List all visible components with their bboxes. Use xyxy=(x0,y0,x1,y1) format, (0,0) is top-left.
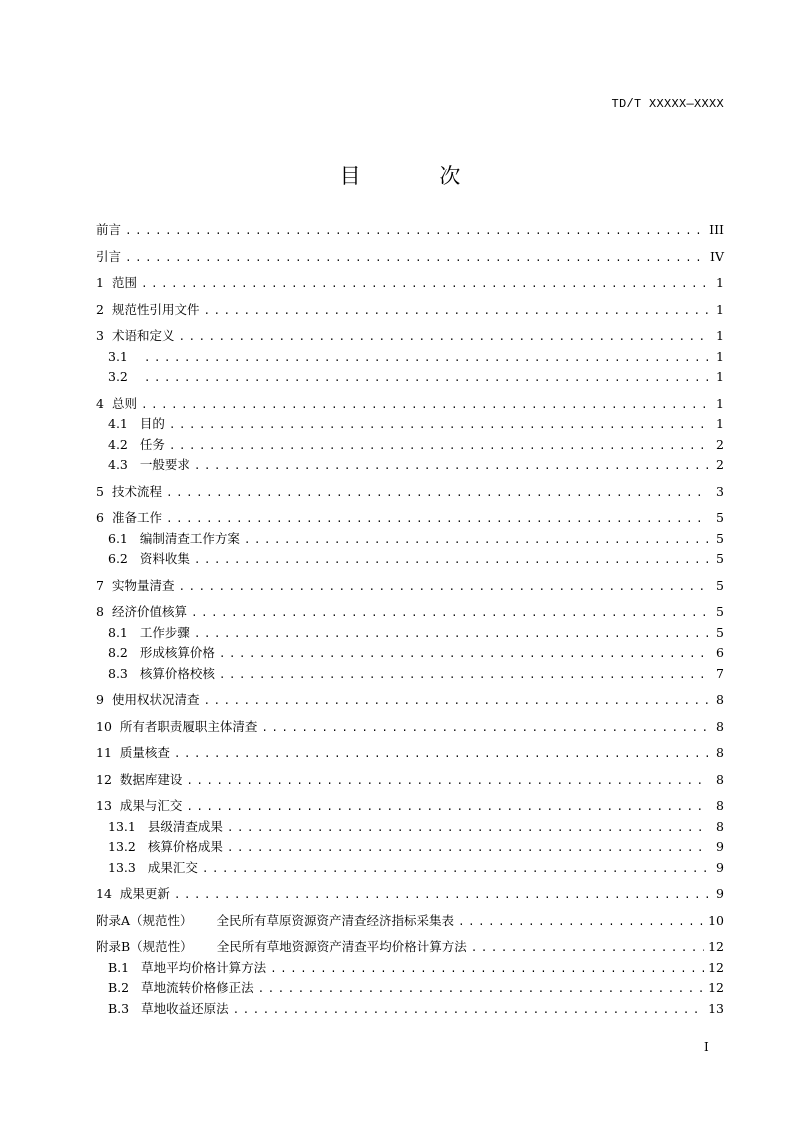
toc-entry[interactable] xyxy=(96,549,724,570)
toc-entry[interactable] xyxy=(96,937,724,958)
toc-leader-dots xyxy=(233,1001,704,1022)
toc-entry[interactable] xyxy=(96,576,724,597)
toc-entry-number: 6.2 xyxy=(108,551,128,566)
toc-entry[interactable] xyxy=(96,482,724,503)
toc-leader-dots xyxy=(166,484,708,505)
toc-entry-page: 1 xyxy=(716,275,724,290)
toc-entry[interactable] xyxy=(96,347,724,368)
toc-leader-dots xyxy=(144,369,708,390)
toc-entry-number: 7 xyxy=(96,577,104,593)
toc-leader-dots xyxy=(178,328,708,349)
toc-entry-label: 所有者职责履职主体清查 xyxy=(119,718,258,734)
toc-entry-label: 草地收益还原法 xyxy=(141,1000,229,1016)
toc-entry[interactable] xyxy=(96,455,724,476)
toc-entry-page: 8 xyxy=(716,818,724,834)
toc-leader-dots xyxy=(186,772,708,793)
toc-entry-label: 草地流转价格修正法 xyxy=(141,980,254,995)
toc-entry-number: 13.1 xyxy=(108,818,136,834)
toc-entry-number: 12 xyxy=(96,771,112,787)
toc-entry-label: 实物量清查 xyxy=(111,577,175,593)
toc-entry[interactable] xyxy=(96,858,724,879)
toc-entry[interactable] xyxy=(96,643,724,664)
toc-entry[interactable] xyxy=(96,623,724,644)
page-title: 目 次 xyxy=(339,164,497,188)
toc-entry-label: 核算价格校核 xyxy=(139,665,215,681)
toc-leader-dots xyxy=(169,416,708,437)
toc-entry-number: 13.3 xyxy=(108,859,136,875)
toc-entry-number: 8.3 xyxy=(108,665,128,681)
toc-entry-page: 6 xyxy=(716,645,724,660)
document-code: TD/T XXXXX—XXXX xyxy=(611,97,724,111)
toc-entry[interactable] xyxy=(96,837,724,858)
toc-leader-dots xyxy=(203,302,708,323)
toc-entry-label: 质量核查 xyxy=(119,745,170,760)
toc-entry-number: 6.1 xyxy=(108,530,128,546)
toc-leader-dots xyxy=(219,645,708,666)
toc-entry[interactable] xyxy=(96,529,724,550)
toc-entry-page: 5 xyxy=(716,624,724,640)
toc-leader-dots xyxy=(125,249,706,270)
toc-entry-number: B.3 xyxy=(108,1000,130,1016)
toc-leader-dots xyxy=(203,692,708,713)
toc-entry[interactable] xyxy=(96,884,724,905)
toc-entry-page: 1 xyxy=(716,395,724,411)
toc-leader-dots xyxy=(202,860,708,881)
toc-entry[interactable] xyxy=(96,602,724,623)
toc-entry-page: 8 xyxy=(716,798,724,813)
toc-leader-dots xyxy=(471,939,704,960)
toc-entry-label: 编制清查工作方案 xyxy=(139,530,240,546)
toc-entry-number: B.2 xyxy=(108,980,130,995)
toc-entry[interactable] xyxy=(96,958,724,979)
toc-entry[interactable] xyxy=(96,770,724,791)
toc-entry-label: 工作步骤 xyxy=(139,624,190,640)
toc-entry-page: 1 xyxy=(716,348,724,364)
toc-entry-label: 全民所有草原资源资产清查经济指标采集表 xyxy=(216,912,455,928)
toc-leader-dots xyxy=(174,745,708,766)
toc-entry-number: 8.2 xyxy=(108,645,128,660)
toc-leader-dots xyxy=(166,510,708,531)
toc-entry-page: 9 xyxy=(716,839,724,854)
toc-entry-page: 5 xyxy=(716,577,724,593)
toc-entry-page: 2 xyxy=(716,436,724,452)
toc-entry[interactable] xyxy=(96,664,724,685)
toc-entry[interactable] xyxy=(96,367,724,388)
page-number: I xyxy=(704,1040,709,1054)
toc-entry-label: 全民所有草地资源资产清查平均价格计算方法 xyxy=(216,939,467,954)
toc-entry-label: 成果更新 xyxy=(119,886,170,901)
toc-leader-dots xyxy=(141,396,708,417)
toc-entry-label: 一般要求 xyxy=(139,457,190,472)
toc-entry[interactable] xyxy=(96,690,724,711)
toc-leader-dots xyxy=(191,604,708,625)
toc-entry[interactable] xyxy=(96,978,724,999)
toc-entry-label: 引言 xyxy=(96,248,122,264)
toc-entry-page: 5 xyxy=(716,510,724,525)
toc-leader-dots xyxy=(458,913,704,934)
toc-entry-page: 8 xyxy=(716,771,724,787)
toc-entry-number: 3 xyxy=(96,328,104,343)
toc-entry-number: 5 xyxy=(96,483,104,499)
toc-entry-number: 8.1 xyxy=(108,624,128,640)
toc-entry-number: 附录B（规范性） xyxy=(96,939,193,954)
toc-entry[interactable] xyxy=(96,247,724,268)
toc-entry-label: 成果与汇交 xyxy=(119,798,183,813)
toc-entry-page: 5 xyxy=(716,530,724,546)
toc-entry-label: 草地平均价格计算方法 xyxy=(141,959,267,975)
toc-entry-page: 8 xyxy=(716,745,724,760)
toc-entry-number: 4.2 xyxy=(108,436,128,452)
toc-entry[interactable] xyxy=(96,414,724,435)
toc-entry[interactable] xyxy=(96,220,724,241)
toc-entry-label: 核算价格成果 xyxy=(147,839,223,854)
toc-entry[interactable] xyxy=(96,817,724,838)
toc-entry-label: 目的 xyxy=(139,416,165,431)
toc-entry[interactable] xyxy=(96,300,724,321)
toc-entry-page: 9 xyxy=(716,859,724,875)
toc-leader-dots xyxy=(244,531,708,552)
toc-leader-dots xyxy=(194,625,708,646)
toc-leader-dots xyxy=(227,839,708,860)
toc-entry-label: 数据库建设 xyxy=(119,771,183,787)
toc-entry-page: 5 xyxy=(716,551,724,566)
toc-entry-label: 术语和定义 xyxy=(111,328,175,343)
toc-entry-label: 技术流程 xyxy=(111,483,162,499)
toc-entry-page: 2 xyxy=(716,457,724,472)
toc-leader-dots xyxy=(227,819,708,840)
toc-entry-number: B.1 xyxy=(108,959,130,975)
toc-entry-page: 12 xyxy=(708,980,724,995)
toc-entry[interactable] xyxy=(96,435,724,456)
toc-entry-number: 3.2 xyxy=(108,369,128,384)
toc-entry-label: 范围 xyxy=(111,275,137,290)
toc-entry-number: 2 xyxy=(96,301,104,317)
toc-entry[interactable] xyxy=(96,911,724,932)
toc-leader-dots xyxy=(178,578,708,599)
toc-entry[interactable] xyxy=(96,743,724,764)
toc-entry-number: 4 xyxy=(96,395,104,411)
toc-entry-label: 成果汇交 xyxy=(147,859,198,875)
toc-leader-dots xyxy=(261,719,708,740)
toc-entry[interactable] xyxy=(96,717,724,738)
toc-entry-label: 使用权状况清查 xyxy=(111,692,200,707)
toc-entry-page: 12 xyxy=(708,939,724,954)
toc-entry-number: 13.2 xyxy=(108,839,136,854)
toc-entry-number: 11 xyxy=(96,745,112,760)
toc-entry-label: 县级清查成果 xyxy=(147,818,223,834)
toc-leader-dots xyxy=(186,798,708,819)
toc-leader-dots xyxy=(258,980,704,1001)
toc-entry-label: 资料收集 xyxy=(139,551,190,566)
toc-entry[interactable] xyxy=(96,394,724,415)
toc-entry-page: 12 xyxy=(708,959,724,975)
toc-entry-number: 1 xyxy=(96,275,104,290)
toc-entry-label: 准备工作 xyxy=(111,510,162,525)
toc-leader-dots xyxy=(219,666,708,687)
toc-entry-page: 1 xyxy=(716,416,724,431)
toc-entry-number: 4.3 xyxy=(108,457,128,472)
table-of-contents xyxy=(96,220,724,1019)
toc-entry-page: 3 xyxy=(716,483,724,499)
toc-entry[interactable] xyxy=(96,796,724,817)
toc-entry-label: 总则 xyxy=(111,395,137,411)
toc-entry-page: 5 xyxy=(716,604,724,619)
toc-entry-page: 10 xyxy=(708,912,724,928)
toc-entry-page: IV xyxy=(710,248,724,264)
toc-entry-number: 9 xyxy=(96,692,104,707)
toc-leader-dots xyxy=(125,222,705,243)
toc-entry-page: 8 xyxy=(716,718,724,734)
toc-entry-page: 1 xyxy=(716,369,724,384)
toc-entry[interactable] xyxy=(96,999,724,1020)
toc-entry-page: 7 xyxy=(716,665,724,681)
toc-entry-number: 3.1 xyxy=(108,348,128,364)
toc-entry-page: 9 xyxy=(716,886,724,901)
toc-entry-page: 13 xyxy=(708,1000,724,1016)
toc-leader-dots xyxy=(144,349,708,370)
toc-entry-number: 4.1 xyxy=(108,416,128,431)
toc-entry-number: 10 xyxy=(96,718,112,734)
toc-entry-label: 前言 xyxy=(96,222,122,237)
toc-entry-number: 附录A（规范性） xyxy=(96,912,193,928)
toc-entry-label: 规范性引用文件 xyxy=(111,301,200,317)
toc-entry[interactable] xyxy=(96,508,724,529)
toc-entry-label: 形成核算价格 xyxy=(139,645,215,660)
toc-entry-page: 1 xyxy=(716,301,724,317)
toc-leader-dots xyxy=(141,275,708,296)
toc-leader-dots xyxy=(194,551,708,572)
toc-leader-dots xyxy=(174,886,708,907)
toc-leader-dots xyxy=(169,437,708,458)
toc-leader-dots xyxy=(194,457,708,478)
toc-entry-page: III xyxy=(709,222,724,237)
toc-entry-page: 8 xyxy=(716,692,724,707)
toc-leader-dots xyxy=(270,960,704,981)
toc-entry-number: 13 xyxy=(96,798,112,813)
toc-entry-page: 1 xyxy=(716,328,724,343)
toc-entry-number: 6 xyxy=(96,510,104,525)
toc-entry-label: 经济价值核算 xyxy=(111,604,187,619)
toc-entry-number: 8 xyxy=(96,604,104,619)
toc-entry-number: 14 xyxy=(96,886,112,901)
toc-entry-label: 任务 xyxy=(139,436,165,452)
toc-entry[interactable] xyxy=(96,273,724,294)
toc-entry[interactable] xyxy=(96,326,724,347)
